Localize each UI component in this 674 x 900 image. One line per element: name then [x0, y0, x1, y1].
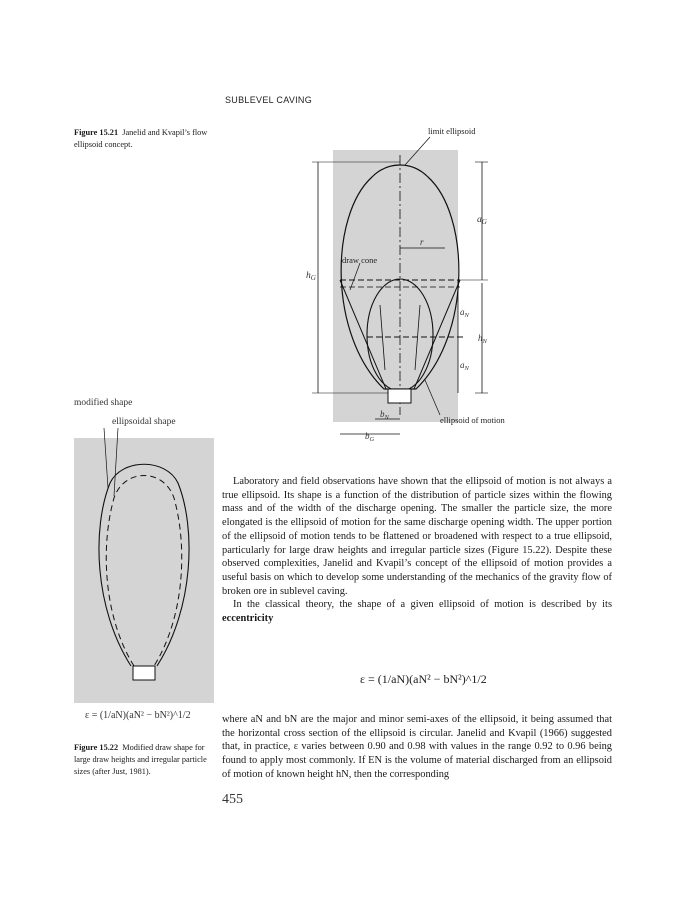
body-paragraph-1: Laboratory and field observations have shown that the ellipsoid of motion is not always a true ellipsoid. Its shape is a function of the distribution of particle sizes within the flowing mass and of the width of the discharge opening. The smaller the particle size, the more elongated is the ellipsoid of motion for the same discharge opening width. The upper portion of the ellipsoid of motion tends to be flattened or broadened with respect to a true ellipsoid, particularly for large draw heights and irregular particle sizes (Figure 15.22). Despite these observed complexities, Janelid and Kvapil’s concept of the ellipsoid of motion provides a useful basis on which to develop some understanding of the mechanics of the gravity flow of broken ore in sublevel caving. [222, 476, 612, 597]
figure-15-21-diagram [300, 125, 540, 450]
modified-shape-label: modified shape [74, 398, 133, 408]
ellipsoidal-shape-label: ellipsoidal shape [112, 417, 176, 427]
running-head: SUBLEVEL CAVING [225, 95, 313, 105]
body-paragraph-2 [222, 598, 612, 625]
figure-15-22-caption-text: Modified draw shape for large draw heights and irregular particle sizes (after Just, 1981). [74, 743, 207, 776]
body-paragraph-3: where aN and bN are the major and minor semi-axes of the ellipsoid, it being assumed that the horizontal cross section of the ellipsoid is circular. Janelid and Kvapil (1966) suggested that, in practice, ε varies between 0.90 and 0.98 with values in the range 0.92 to 0.96 being found to apply most commonly. If EN is the volume of material discharged from an ellipsoid of motion of known height hN, then the corresponding [222, 714, 612, 780]
figure-15-22-caption-label: Figure 15.22 [74, 743, 119, 752]
figure-15-22-diagram [74, 428, 214, 703]
draw-cone-label: draw cone [342, 255, 378, 265]
figure-15-21-caption-label: Figure 15.21 [74, 128, 119, 137]
eccentricity-equation: ε = (1/aN)(aN² − bN²)^1/2 [360, 672, 487, 686]
bG-label: $b_G$ [365, 431, 375, 443]
figure-15-21-caption [74, 127, 214, 151]
ellipsoid-of-motion-label: ellipsoid of motion [440, 415, 505, 425]
figure-15-22-formula: ε = (1/aN)(aN² − bN²)^1/2 [85, 710, 191, 721]
limit-ellipsoid-label: limit ellipsoid [428, 126, 476, 136]
r-label: r [420, 237, 424, 247]
drawpoint [388, 389, 411, 403]
hN-label: $h_N$ [478, 333, 487, 345]
aG-label: $a_G$ [477, 215, 487, 226]
body-paragraph-2-start: In the classical theory, the shape of a given ellipsoid of motion is described by its [233, 599, 612, 611]
body-paragraphs-top [222, 475, 612, 626]
aN-lower-label: $a_N$ [460, 360, 469, 372]
figure-15-21-caption-text: Janelid and Kvapil’s flow ellipsoid concept. [74, 128, 208, 149]
bN-label: $b_N$ [380, 409, 389, 421]
eccentricity-term: eccentricity [222, 613, 274, 625]
figure-15-22-caption [74, 742, 214, 778]
aN-upper-label: $a_N$ [460, 307, 469, 319]
hG-label: $h_G$ [306, 271, 316, 282]
gray-background [74, 438, 214, 703]
drawpoint [133, 666, 155, 680]
page-number: 455 [222, 792, 243, 807]
